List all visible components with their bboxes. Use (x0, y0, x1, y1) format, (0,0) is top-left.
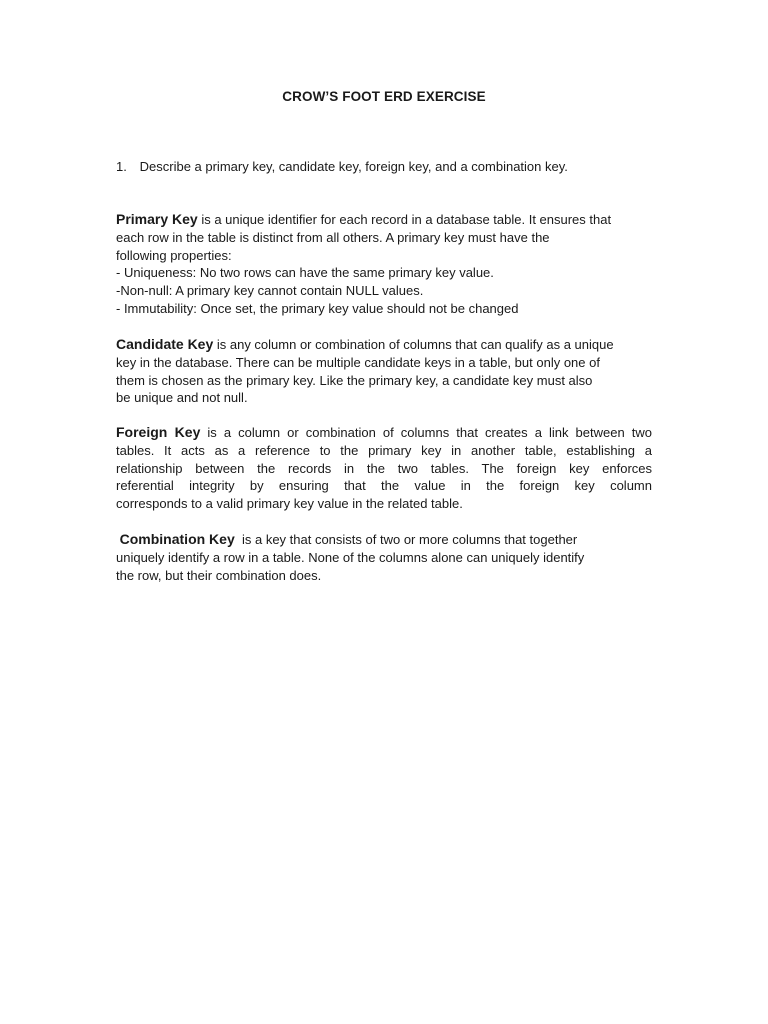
foreign-key-line-5: corresponds to a valid primary key value in the related table. (116, 496, 463, 512)
primary-key-property-uniqueness: - Uniqueness: No two rows can have the same primary key value. (116, 265, 494, 281)
combination-key-line-1 (116, 531, 652, 549)
combination-key-line-3: the row, but their combination does. (116, 567, 322, 583)
combination-key-section (116, 531, 652, 584)
primary-key-property-immutability: - Immutability: Once set, the primary key value should not be changed (116, 300, 519, 316)
foreign-key-section (116, 424, 652, 513)
foreign-key-line-3: relationship between the records in the two tables. The foreign key enforces (116, 460, 652, 476)
foreign-key-line-1 (116, 424, 652, 442)
foreign-key-line-4: referential integrity by ensuring that the value in the foreign key column (116, 478, 652, 494)
question-item (116, 158, 652, 176)
primary-key-text-1: is a unique identifier for each record in a database table. It ensures that (197, 212, 612, 227)
candidate-key-term: Candidate Key (116, 336, 214, 352)
candidate-key-line-4: be unique and not null. (116, 390, 248, 406)
combination-key-text-1: is a key that consists of two or more columns that together (234, 532, 578, 547)
candidate-key-line-2: key in the database. There can be multiple candidate keys in a table, but only one of (116, 354, 600, 370)
candidate-key-section (116, 336, 652, 407)
question-number: 1. (116, 159, 127, 174)
candidate-key-text-1: is any column or combination of columns that can qualify as a unique (213, 337, 614, 352)
primary-key-property-non-null: -Non-null: A primary key cannot contain NULL values. (116, 283, 424, 299)
combination-key-line-2: uniquely identify a row in a table. None of the columns alone can uniquely identify (116, 549, 585, 565)
primary-key-line-2: each row in the table is distinct from all others. A primary key must have the (116, 229, 550, 245)
foreign-key-term: Foreign Key (116, 424, 201, 440)
document-title: CROW’S FOOT ERD EXERCISE (282, 89, 486, 104)
foreign-key-text-1: is a column or combination of columns that creates a link between two (200, 425, 652, 440)
primary-key-section (116, 211, 652, 318)
question-text: Describe a primary key, candidate key, foreign key, and a combination key. (139, 159, 568, 174)
primary-key-line-3: following properties: (116, 247, 232, 263)
primary-key-line-1 (116, 211, 652, 229)
foreign-key-line-2: tables. It acts as a reference to the primary key in another table, establishing a (116, 442, 652, 458)
candidate-key-line-3: them is chosen as the primary key. Like the primary key, a candidate key must also (116, 372, 593, 388)
candidate-key-line-1 (116, 336, 652, 354)
combination-key-term: Combination Key (119, 531, 235, 547)
primary-key-term: Primary Key (116, 211, 198, 227)
